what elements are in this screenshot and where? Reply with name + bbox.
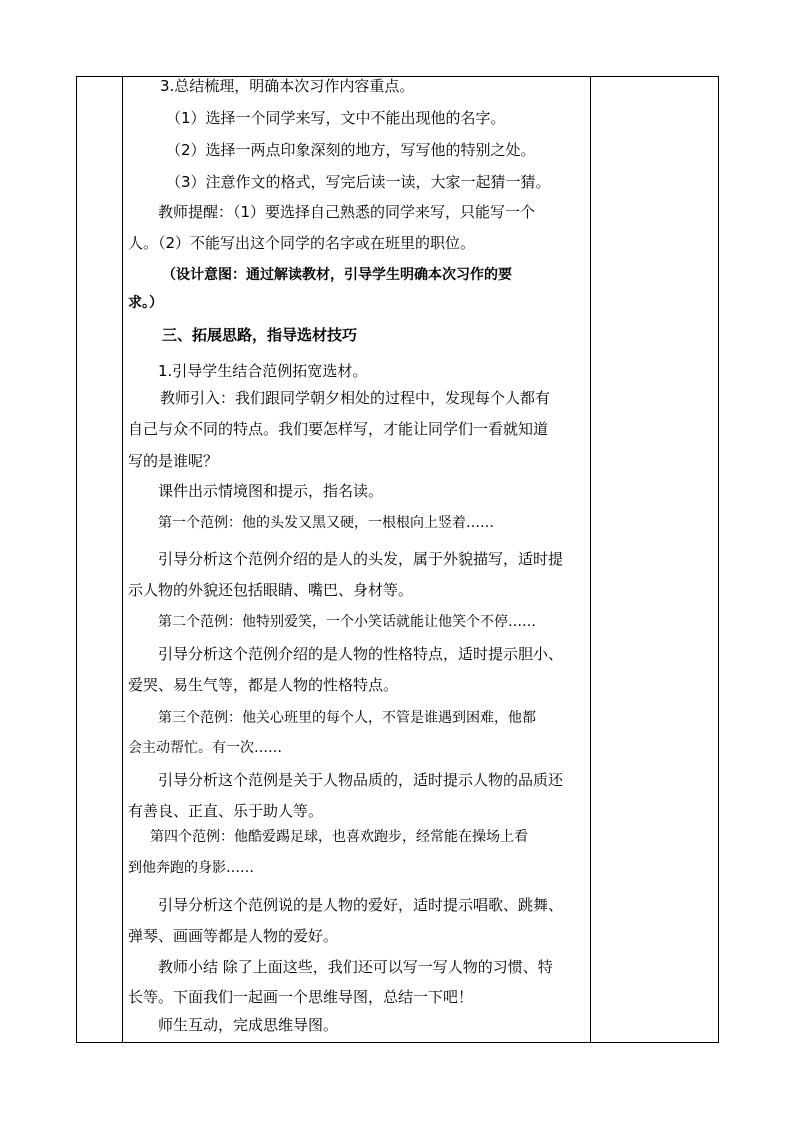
example-text: 第二个范例：他特别爱笑，一个小笑话就能让他笑个不停…… [158,614,536,630]
text-line: 爱哭、易生气等，都是人物的性格特点。 [128,676,399,694]
text-line: 写的是谁呢？ [128,452,219,470]
section-heading: 三、拓展思路，指导选材技巧 [162,326,358,344]
text-line: 教师提醒：（1）要选择自己熟悉的同学来写，只能写一个 [158,203,536,221]
design-intent: （设计意图：通过解读教材，引导学生明确本次习作的要 [162,267,512,283]
text-line: 自己与众不同的特点。我们要怎样写，才能让同学们一看就知道 [128,420,549,438]
text-line: 引导分析这个范例介绍的是人的头发，属于外貌描写，适时提 [158,550,564,568]
design-intent: 求。） [128,295,163,311]
column-divider [590,77,591,1042]
text-line: 长等。下面我们一起画一个思维导图，总结一下吧！ [128,988,474,1006]
example-text: 第一个范例：他的头发又黑又硬，一根根向上竖着…… [158,515,494,531]
text-line: 课件出示情境图和提示，指名读。 [158,482,384,500]
text-line: （3）注意作文的格式，写完后读一读，大家一起猜一猜。 [166,173,551,191]
text-line: 有善良、正直、乐于助人等。 [128,802,324,820]
text-line: 引导分析这个范例介绍的是人物的性格特点，适时提示胆小、 [158,645,564,663]
column-divider [122,77,123,1042]
text-line: 教师小结 除了上面这些，我们还可以写一写人物的习惯、特 [158,958,553,976]
text-line: 人。（2）不能写出这个同学的名字或在班里的职位。 [128,234,476,252]
example-text: 第四个范例：他酷爱踢足球，也喜欢跑步，经常能在操场上看 [150,829,528,845]
text-line: 引导分析这个范例是关于人物品质的，适时提示人物的品质还 [158,771,564,789]
example-text: 会主动帮忙。有一次…… [128,740,282,756]
text-line: 1.引导学生结合范例拓宽选材。 [158,362,368,380]
text-line: 师生互动，完成思维导图。 [158,1016,339,1034]
text-line: （1）选择一个同学来写，文中不能出现他的名字。 [166,109,506,127]
text-line: 弹琴、画画等都是人物的爱好。 [128,927,339,945]
text-line: 3.总结梳理，明确本次习作内容重点。 [160,77,415,95]
text-line: 教师引入：我们跟同学朝夕相处的过程中，发现每个人都有 [160,389,551,407]
text-line: 示人物的外貌还包括眼睛、嘴巴、身材等。 [128,581,414,599]
example-text: 第三个范例：他关心班里的每个人，不管是谁遇到困难，他都 [158,710,536,726]
text-line: （2）选择一两点印象深刻的地方，写写他的特别之处。 [166,141,536,159]
example-text: 到他奔跑的身影…… [128,860,254,876]
text-line: 引导分析这个范例说的是人物的爱好，适时提示唱歌、跳舞、 [158,896,564,914]
